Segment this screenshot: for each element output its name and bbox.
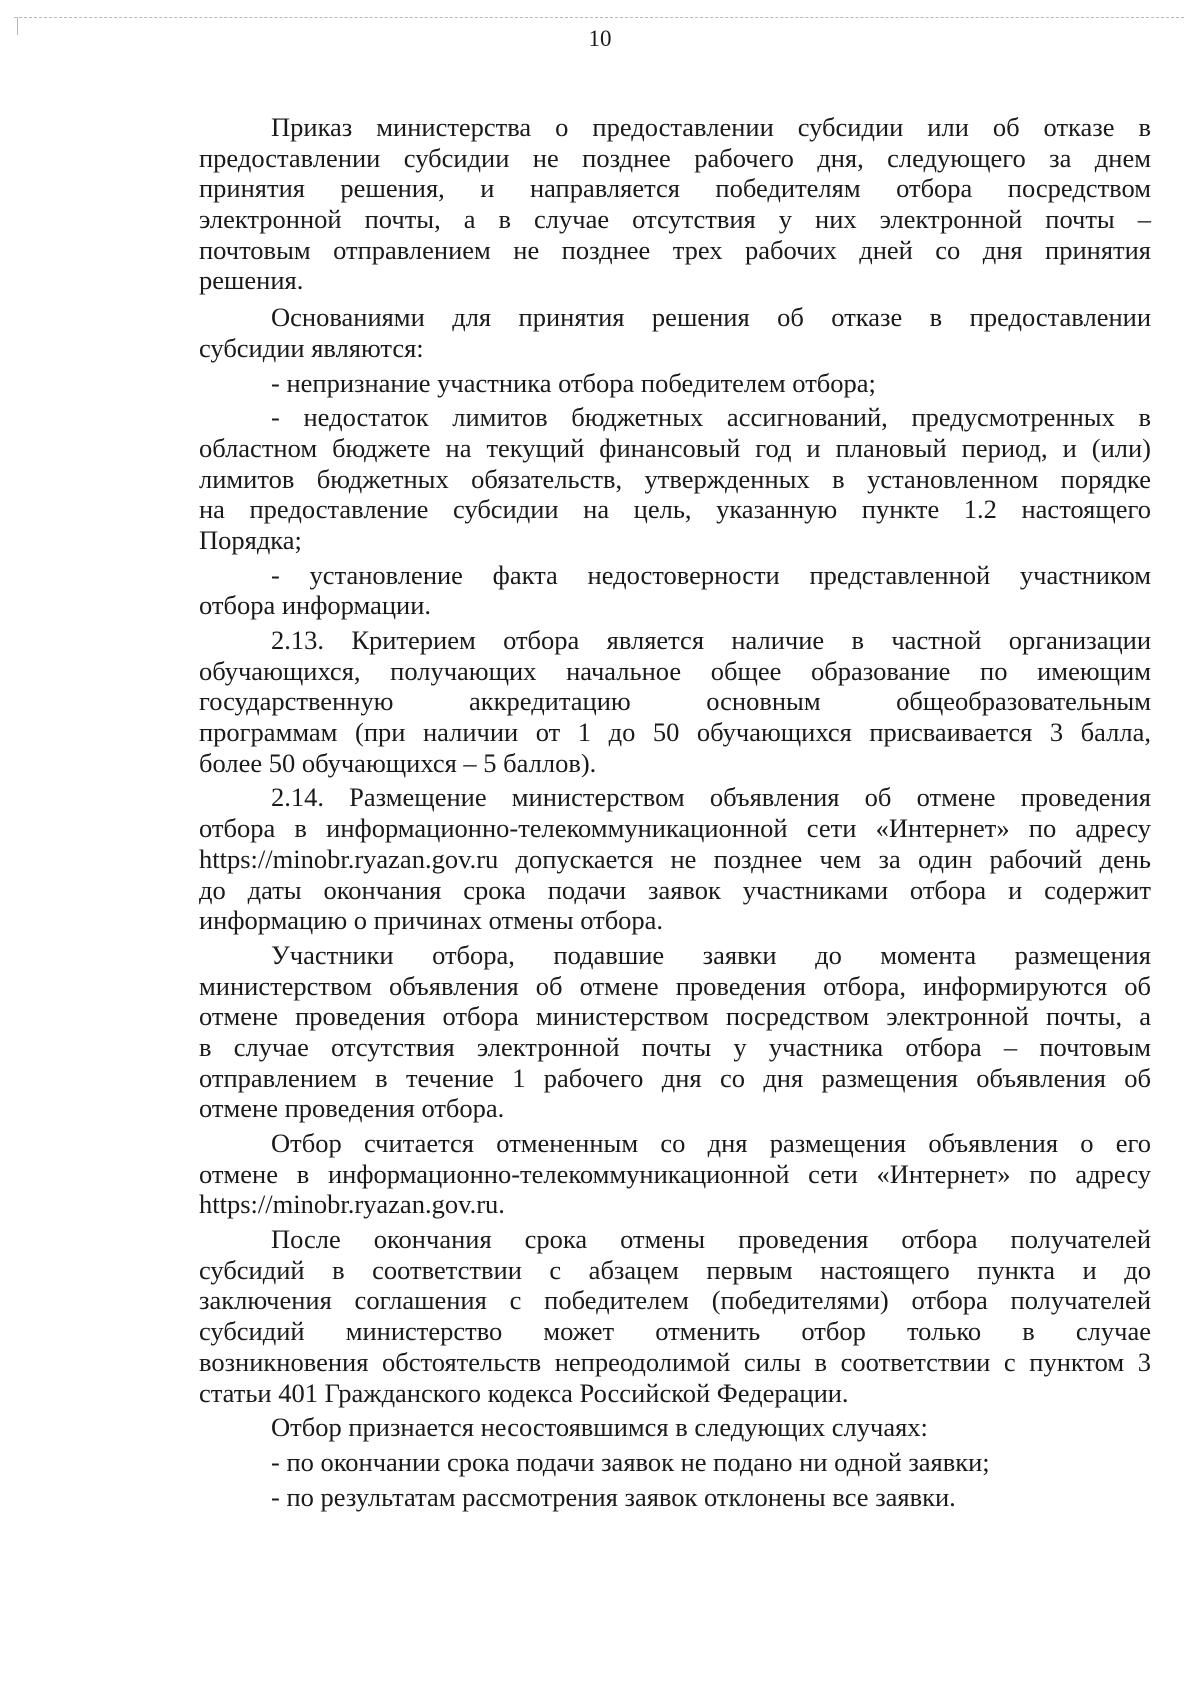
- text-line: 2.14. Размещение министерством объявления об отмене проведения: [271, 782, 1151, 813]
- paragraph-failed-selection: [199, 1412, 1151, 1443]
- text-line: отмене проведения отбора.: [199, 1093, 505, 1124]
- text-line: 2.13. Критерием отбора является наличие в частной организации: [271, 625, 1151, 655]
- text-line: После окончания срока отмены проведения отбора получателей: [271, 1224, 1151, 1255]
- text-line: информацию о причинах отмены отбора.: [199, 905, 664, 936]
- text-line: почтовым отправлением не позднее трех рабочих дней со дня принятия: [199, 234, 1151, 265]
- text-line: до даты окончания срока подачи заявок участниками отбора и содержит: [199, 874, 1151, 905]
- document-body: [199, 112, 1151, 1512]
- text-line: отмене в информационно-телекоммуникационной сети «Интернет» по адресу: [199, 1158, 1151, 1189]
- paragraph-2-13: [199, 625, 1151, 778]
- text-line: статьи 401 Гражданского кодекса Российской Федерации.: [199, 1377, 849, 1408]
- text-line: министерством объявления об отмене проведения отбора, информируются об: [199, 970, 1151, 1001]
- text-line: заключения соглашения с победителем (победителями) отбора получателей: [199, 1285, 1151, 1316]
- text-line: государственную аккредитацию основным общеобразовательным: [199, 686, 1151, 717]
- list-item: [199, 1482, 1151, 1513]
- page-number: 10: [588, 26, 612, 51]
- text-line: в случае отсутствия электронной почты у участника отбора – почтовым: [199, 1031, 1151, 1062]
- text-line: решения.: [199, 265, 304, 296]
- list-item: [199, 1447, 1151, 1478]
- text-line: Порядка;: [199, 524, 302, 555]
- text-line: предоставлении субсидии не позднее рабочего дня, следующего за днем: [199, 142, 1151, 173]
- text-line: Приказ министерства о предоставлении субсидии или об отказе в: [271, 112, 1151, 142]
- list-item: [199, 402, 1151, 555]
- paragraph-refusal-grounds: [199, 302, 1151, 363]
- text-line: - по окончании срока подачи заявок не подано ни одной заявки;: [271, 1446, 990, 1477]
- text-line: Отбор считается отмененным со дня размещения объявления о его: [271, 1128, 1151, 1158]
- scan-edge-top: [14, 17, 1184, 18]
- text-line: Отбор признается несостоявшимся в следующих случаях:: [271, 1412, 928, 1443]
- text-line: лимитов бюджетных обязательств, утвержденных в установленном порядке: [199, 463, 1151, 494]
- list-item: [199, 368, 1151, 399]
- text-line: программам (при наличии от 1 до 50 обучающихся присваивается 3 балла,: [199, 717, 1151, 748]
- paragraph-order-notification: [199, 112, 1151, 296]
- text-line: - по результатам рассмотрения заявок отклонены все заявки.: [271, 1481, 956, 1512]
- text-line: субсидий в соответствии с абзацем первым настоящего пункта и до: [199, 1254, 1151, 1285]
- text-line: https://minobr.ryazan.gov.ru допускается не позднее чем за один рабочий день: [199, 843, 1151, 874]
- text-line: Участники отбора, подавшие заявки до момента размещения: [271, 939, 1151, 970]
- text-line: более 50 обучающихся – 5 баллов).: [199, 747, 597, 778]
- text-line: электронной почты, а в случае отсутствия у них электронной почты –: [199, 204, 1151, 235]
- text-line: на предоставление субсидии на цель, указанную пункте 1.2 настоящего: [199, 494, 1151, 525]
- text-line: - установление факта недостоверности представленной участником: [271, 559, 1151, 590]
- text-line: отбора в информационно-телекоммуникационной сети «Интернет» по адресу: [199, 813, 1151, 844]
- text-line: Основаниями для принятия решения об отказе в предоставлении: [271, 302, 1151, 333]
- paragraph-2-14: [199, 782, 1151, 935]
- list-item: [199, 560, 1151, 621]
- text-line: обучающихся, получающих начальное общее образование по имеющим: [199, 655, 1151, 686]
- text-line: субсидий министерство может отменить отбор только в случае: [199, 1316, 1151, 1347]
- text-line: субсидии являются:: [199, 332, 424, 363]
- text-line: отмене проведения отбора министерством посредством электронной почты, а: [199, 1001, 1151, 1032]
- text-line: отбора информации.: [199, 590, 432, 621]
- text-line: отправлением в течение 1 рабочего дня со дня размещения объявления об: [199, 1062, 1151, 1093]
- text-line: - недостаток лимитов бюджетных ассигнований, предусмотренных в: [271, 402, 1151, 433]
- text-line: областном бюджете на текущий финансовый год и плановый период, и (или): [199, 432, 1151, 463]
- paragraph-force-majeure: [199, 1224, 1151, 1408]
- text-line: возникновения обстоятельств непреодолимой силы в соответствии с пунктом 3: [199, 1346, 1151, 1377]
- text-line: https://minobr.ryazan.gov.ru.: [199, 1189, 505, 1220]
- paragraph-participants-informed: [199, 940, 1151, 1124]
- paragraph-selection-cancelled: [199, 1128, 1151, 1220]
- text-line: - непризнание участника отбора победителем отбора;: [271, 367, 876, 398]
- text-line: принятия решения, и направляется победителям отбора посредством: [199, 173, 1151, 204]
